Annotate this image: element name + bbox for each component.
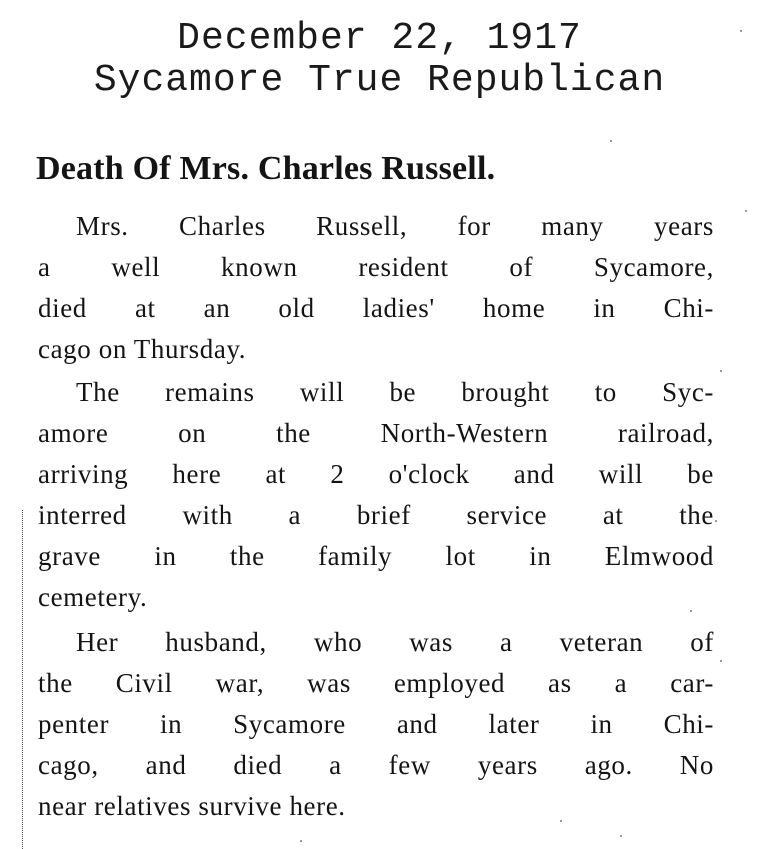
column-rule <box>22 510 24 849</box>
scan-speck <box>560 820 562 822</box>
scan-speck <box>740 30 742 32</box>
newspaper-clipping <box>22 150 712 849</box>
article-paragraph <box>38 206 714 370</box>
clipping-header <box>0 18 759 102</box>
scan-speck <box>720 660 722 662</box>
text-line: grave in the family lot in Elmwood <box>38 541 714 571</box>
text-line: the Civil war, was employed as a car- <box>38 668 714 698</box>
text-line: arriving here at 2 o'clock and will be <box>38 459 714 489</box>
text-line: amore on the North-Western railroad, <box>38 418 714 448</box>
article-paragraph <box>38 372 714 618</box>
publication-date: December 22, 1917 <box>177 17 582 60</box>
text-line: Her husband, who was a veteran of <box>76 627 714 657</box>
article-paragraph <box>38 622 714 827</box>
text-line: a well known resident of Sycamore, <box>38 252 714 282</box>
scan-speck <box>300 840 302 842</box>
text-line: near relatives survive here. <box>38 791 346 821</box>
publication-name: Sycamore True Republican <box>93 59 666 102</box>
article-headline: Death Of Mrs. Charles Russell. <box>36 150 496 187</box>
scan-speck <box>610 140 612 142</box>
text-line: died at an old ladies' home in Chi- <box>38 293 714 323</box>
text-line: Mrs. Charles Russell, for many years <box>76 211 714 241</box>
scan-speck <box>715 520 717 522</box>
scan-speck <box>720 370 722 372</box>
text-line: interred with a brief service at the <box>38 500 714 530</box>
text-line: cago on Thursday. <box>38 334 247 364</box>
text-line: The remains will be brought to Syc- <box>76 377 714 407</box>
text-line: cemetery. <box>38 582 148 612</box>
text-line: penter in Sycamore and later in Chi- <box>38 709 714 739</box>
scan-speck <box>690 610 692 612</box>
text-line: cago, and died a few years ago. No <box>38 750 714 780</box>
scan-speck <box>745 210 747 212</box>
scan-speck <box>620 835 622 837</box>
